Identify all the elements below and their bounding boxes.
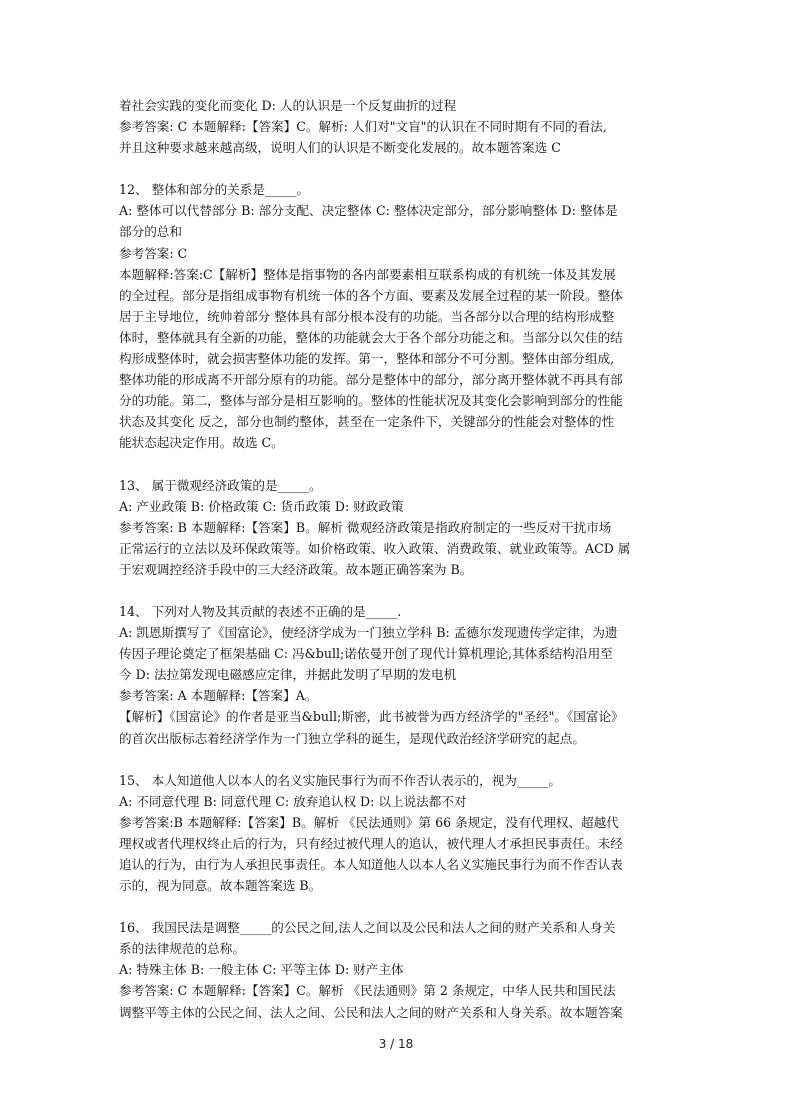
text-line: 并且这种要求越来越高级，说明人们的认识是不断变化发展的。故本题答案选 C — [119, 140, 561, 156]
text-line: 能状态起决定作用。故选 C。 — [119, 435, 284, 451]
text-line: 13、 属于微观经济政策的是_____。 — [119, 477, 322, 493]
text-line: 参考答案: A 本题解释:【答案】A。 — [119, 688, 318, 704]
text-line: 16、 我国民法是调整_____的公民之间,法人之间以及公民和法人之间的财产关系和人身关 — [119, 920, 616, 936]
text-line: 参考答案: B 本题解释:【答案】B。解析 微观经济政策是指政府制定的一些反对干扰市场 — [119, 519, 612, 535]
text-line: 参考答案:B 本题解释:【答案】B。解析 《民法通则》第 66 条规定，没有代理权、超越代 — [119, 814, 619, 830]
text-line: 参考答案: C 本题解释:【答案】C。解析 《民法通则》第 2 条规定，中华人民共和国民法 — [119, 983, 616, 999]
text-line: 参考答案: C 本题解释:【答案】C。解析: 人们对"文盲"的认识在不同时期有不同的看法, — [119, 119, 607, 135]
page-number: 3 / 18 — [378, 1037, 414, 1051]
text-line: 分的功能。第二，整体与部分是相互影响的。整体的性能状况及其变化会影响到部分的性能 — [119, 393, 623, 409]
text-line: 着社会实践的变化而变化 D: 人的认识是一个反复曲折的过程 — [119, 98, 457, 113]
text-line: 理权或者代理权终止后的行为，只有经过被代理人的追认，被代理人才承担民事责任。未经 — [119, 835, 623, 851]
text-line: 体时，整体就具有全新的功能，整体的功能就会大于各个部分功能之和。当部分以欠佳的结 — [119, 329, 623, 345]
text-line: 状态及其变化 反之，部分也制约整体，甚至在一定条件下，关键部分的性能会对整体的性 — [119, 414, 615, 430]
question-block — [119, 179, 679, 453]
text-line: 12、 整体和部分的关系是_____。 — [119, 182, 310, 198]
page-content — [119, 95, 679, 1044]
text-line: 构形成整体时，就会损害整体功能的发挥。第一，整体和部分不可分割。整体由部分组成, — [119, 351, 615, 367]
text-line: 14、 下列对人物及其贡献的表述不正确的是_____. — [119, 603, 402, 619]
text-line: 居于主导地位，统帅着部分 整体具有部分根本没有的功能。当各部分以合理的结构形成整 — [119, 308, 615, 324]
text-line: 今 D: 法拉第发现电磁感应定律，并据此发明了早期的发电机 — [119, 667, 457, 683]
text-line: 部分的总和 — [119, 224, 182, 240]
question-block — [119, 601, 679, 749]
text-line: 的全过程。部分是指组成事物有机统一体的各个方面、要素及发展全过程的某一阶段。整体 — [119, 287, 623, 303]
text-line: 系的法律规范的总称。 — [119, 941, 245, 957]
text-line: 参考答案: C — [119, 245, 188, 261]
text-line: A: 凯恩斯撰写了《国富论》，使经济学成为一门独立学科 B: 孟德尔发现遗传学定律，为遗 — [119, 625, 618, 641]
question-block — [119, 95, 679, 158]
text-line: A: 产业政策 B: 价格政策 C: 货币政策 D: 财政政策 — [119, 498, 404, 514]
text-line: 15、 本人知道他人以本人的名义实施民事行为而不作否认表示的，视为_____。 — [119, 772, 561, 788]
text-line: A: 不同意代理 B: 同意代理 C: 放弃追认权 D: 以上说法都不对 — [119, 793, 467, 809]
question-block — [119, 770, 679, 897]
text-line: 调整平等主体的公民之间、法人之间、公民和法人之间的财产关系和人身关系。故本题答案 — [119, 1004, 623, 1020]
text-line: A: 整体可以代替部分 B: 部分支配、决定整体 C: 整体决定部分，部分影响整体 D: 整体是 — [119, 203, 618, 219]
text-line: 传因子理论奠定了框架基础 C: 冯&bull;诺依曼开创了现代计算机理论,其体系结构沿用至 — [119, 646, 613, 662]
text-line: 于宏观调控经济手段中的三大经济政策。故本题正确答案为 B。 — [119, 561, 473, 577]
text-line: 本题解释:答案:C【解析】整体是指事物的各内部要素相互联系构成的有机统一体及其发展 — [119, 266, 616, 282]
text-line: 的首次出版标志着经济学作为一门独立学科的诞生，是现代政治经济学研究的起点。 — [119, 730, 585, 746]
text-line: 正常运行的立法以及环保政策等。如价格政策、收入政策、消费政策、就业政策等。ACD 属 — [119, 540, 631, 556]
text-line: 整体功能的形成离不开部分原有的功能。部分是整体中的部分，部分离开整体就不再具有部 — [119, 372, 623, 388]
text-line: A: 特殊主体 B: 一般主体 C: 平等主体 D: 财产主体 — [119, 962, 404, 978]
question-block — [119, 917, 679, 1022]
text-line: 【解析】《国富论》的作者是亚当&bull;斯密，此书被誉为西方经济学的"圣经"。《国富论》 — [119, 709, 624, 725]
question-block — [119, 475, 679, 580]
text-line: 追认的行为，由行为人承担民事责任。本人知道他人以本人名义实施民事行为而不作否认表 — [119, 857, 623, 872]
text-line: 示的，视为同意。故本题答案选 B。 — [119, 878, 322, 894]
